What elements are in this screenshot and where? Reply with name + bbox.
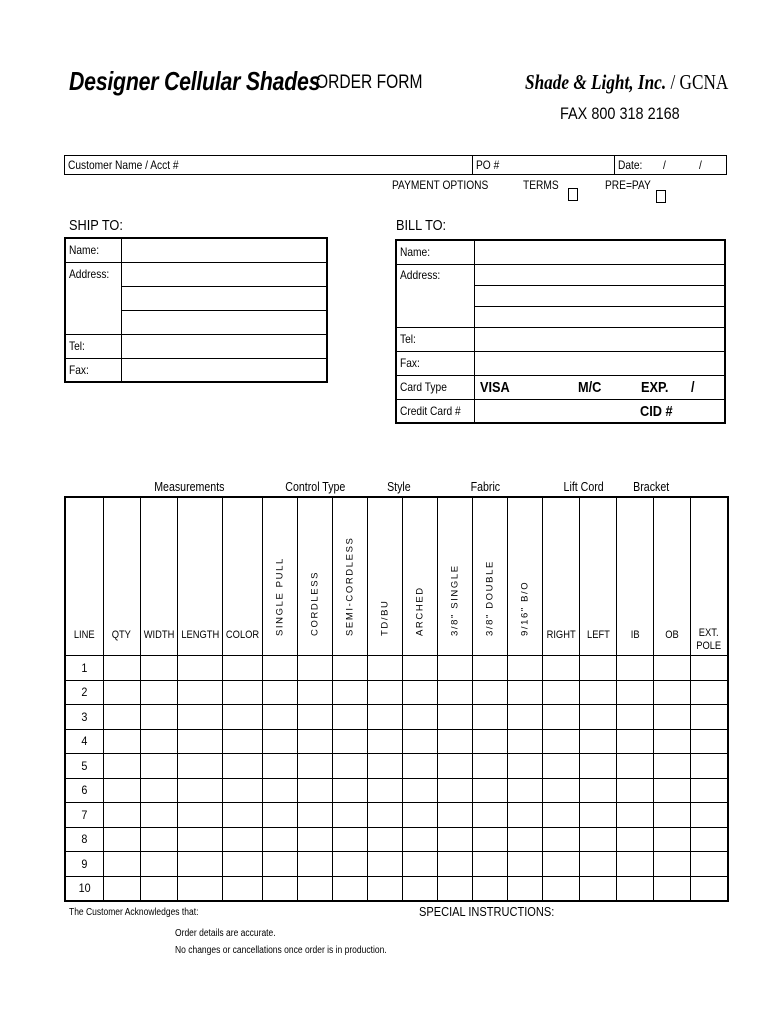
table-cell[interactable] [223,778,263,803]
ship-to-heading: SHIP TO: [69,217,123,234]
date-separator: / [663,158,666,172]
table-cell[interactable] [543,803,580,828]
exp-label: EXP. [641,378,669,396]
card-type-field[interactable] [475,375,725,399]
table-cell[interactable] [508,729,543,754]
table-row [65,680,728,705]
date-separator: / [699,158,702,172]
table-cell[interactable] [473,778,508,803]
table-cell[interactable] [438,656,473,681]
table-cell[interactable] [543,656,580,681]
prepay-label: PRE=PAY [605,178,651,192]
table-cell[interactable] [543,827,580,852]
exp-separator: / [691,378,695,396]
table-cell[interactable] [438,729,473,754]
table-cell[interactable] [691,656,728,681]
table-cell[interactable] [333,680,368,705]
table-cell[interactable] [508,754,543,779]
table-cell[interactable] [580,803,617,828]
credit-card-label: Credit Card # [396,399,475,423]
table-cell[interactable] [473,729,508,754]
table-cell[interactable] [617,680,654,705]
table-cell[interactable] [543,705,580,730]
table-cell[interactable] [333,729,368,754]
table-cell[interactable] [617,803,654,828]
col-arched: ARCHED [403,497,438,656]
col-ib: IB [617,497,654,656]
line-number: 6 [81,783,88,798]
table-cell[interactable] [298,705,333,730]
prepay-checkbox[interactable] [656,190,666,203]
table-cell[interactable] [263,705,298,730]
table-row [65,876,728,901]
table-row [65,705,728,730]
table-cell[interactable] [617,656,654,681]
table-cell[interactable] [617,754,654,779]
table-cell[interactable] [103,876,140,901]
table-cell[interactable] [368,680,403,705]
line-number-cell [65,778,103,803]
table-cell[interactable] [140,656,177,681]
table-cell[interactable] [298,729,333,754]
group-measurements: Measurements [154,480,225,494]
customer-name-label: Customer Name / Acct # [68,158,179,172]
table-cell[interactable] [580,827,617,852]
table-cell[interactable] [223,680,263,705]
table-cell[interactable] [223,656,263,681]
table-cell[interactable] [177,754,223,779]
bill-tel-field[interactable] [475,327,725,351]
table-cell[interactable] [654,778,691,803]
table-cell[interactable] [691,754,728,779]
table-cell[interactable] [438,754,473,779]
table-cell[interactable] [403,656,438,681]
table-cell[interactable] [140,729,177,754]
col-qty: QTY [103,497,140,656]
cid-label: CID # [640,402,673,420]
table-cell[interactable] [177,705,223,730]
line-number-cell [65,729,103,754]
table-cell[interactable] [333,778,368,803]
table-cell[interactable] [654,729,691,754]
table-cell[interactable] [473,705,508,730]
line-number: 2 [81,685,88,700]
ship-tel-label: Tel: [65,334,122,358]
table-cell[interactable] [368,852,403,877]
acknowledgement [69,907,221,918]
table-cell[interactable] [263,803,298,828]
line-number-cell [65,876,103,901]
line-number: 8 [81,832,88,847]
order-lines-table [64,496,729,902]
table-cell[interactable] [691,876,728,901]
table-cell[interactable] [223,705,263,730]
table-cell[interactable] [263,852,298,877]
table-cell[interactable] [654,827,691,852]
ship-address-field[interactable] [122,262,327,286]
table-cell[interactable] [438,778,473,803]
table-cell[interactable] [333,876,368,901]
table-cell[interactable] [654,876,691,901]
table-cell[interactable] [508,656,543,681]
table-cell[interactable] [263,680,298,705]
po-label: PO # [476,158,500,172]
table-cell[interactable] [508,680,543,705]
line-number: 3 [81,709,88,724]
table-cell[interactable] [368,876,403,901]
table-cell[interactable] [473,803,508,828]
table-cell[interactable] [580,729,617,754]
table-cell[interactable] [368,656,403,681]
table-cell[interactable] [438,680,473,705]
table-cell[interactable] [333,803,368,828]
ack-heading: The Customer Acknowledges that: [69,907,199,918]
table-cell[interactable] [617,778,654,803]
table-cell[interactable] [617,705,654,730]
table-header-row [65,497,728,656]
table-cell[interactable] [223,754,263,779]
table-cell[interactable] [223,803,263,828]
po-field[interactable] [473,156,615,174]
table-row [65,778,728,803]
bill-address-field[interactable] [475,285,725,306]
table-cell[interactable] [654,852,691,877]
table-cell[interactable] [654,754,691,779]
mc-option[interactable]: M/C [578,378,602,396]
terms-label: TERMS [523,178,559,192]
col-color: COLOR [223,497,263,656]
table-cell[interactable] [103,827,140,852]
table-cell[interactable] [140,803,177,828]
ship-address-field[interactable] [122,310,327,334]
table-cell[interactable] [543,852,580,877]
group-fabric: Fabric [470,480,501,494]
bill-address-field[interactable] [475,264,725,285]
fax-number: FAX 800 318 2168 [560,104,680,123]
customer-row [64,155,727,175]
col-bo-916: 9/16" B/O [508,497,543,656]
group-style: Style [387,480,411,494]
ship-fax-label: Fax: [65,358,122,382]
table-cell[interactable] [103,656,140,681]
table-row [65,656,728,681]
table-cell[interactable] [140,705,177,730]
table-cell[interactable] [103,680,140,705]
table-cell[interactable] [403,876,438,901]
line-number-cell [65,827,103,852]
visa-option[interactable]: VISA [480,378,511,396]
table-cell[interactable] [691,680,728,705]
company-name [525,70,728,95]
col-td-bu: TD/BU [368,497,403,656]
bill-name-field[interactable] [475,240,725,264]
table-cell[interactable] [298,754,333,779]
line-number-cell [65,656,103,681]
ship-tel-field[interactable] [122,334,327,358]
table-cell[interactable] [403,680,438,705]
table-cell[interactable] [617,729,654,754]
table-cell[interactable] [580,656,617,681]
date-field[interactable] [615,156,728,174]
table-cell[interactable] [263,656,298,681]
table-cell[interactable] [654,656,691,681]
table-cell[interactable] [580,705,617,730]
table-cell[interactable] [438,876,473,901]
credit-card-field[interactable] [475,399,725,423]
table-cell[interactable] [543,778,580,803]
table-cell[interactable] [103,803,140,828]
table-cell[interactable] [263,729,298,754]
ship-fax-field[interactable] [122,358,327,382]
table-cell[interactable] [438,827,473,852]
special-instructions-label: SPECIAL INSTRUCTIONS: [419,904,555,919]
table-cell[interactable] [691,705,728,730]
table-cell[interactable] [298,680,333,705]
bill-address-label: Address: [396,264,475,327]
table-cell[interactable] [298,656,333,681]
table-cell[interactable] [438,705,473,730]
table-cell[interactable] [691,729,728,754]
table-cell[interactable] [691,852,728,877]
line-number-cell [65,680,103,705]
table-cell[interactable] [177,827,223,852]
table-cell[interactable] [508,827,543,852]
table-cell[interactable] [691,778,728,803]
table-cell[interactable] [103,754,140,779]
table-cell[interactable] [543,876,580,901]
table-cell[interactable] [140,754,177,779]
ship-address-label: Address: [65,262,122,334]
table-cell[interactable] [403,827,438,852]
line-number-cell [65,705,103,730]
table-cell[interactable] [103,852,140,877]
table-cell[interactable] [140,827,177,852]
table-cell[interactable] [103,705,140,730]
table-cell[interactable] [691,827,728,852]
table-cell[interactable] [298,803,333,828]
table-cell[interactable] [368,778,403,803]
table-cell[interactable] [368,803,403,828]
table-cell[interactable] [580,852,617,877]
table-cell[interactable] [580,754,617,779]
table-cell[interactable] [263,876,298,901]
company-separator: / [670,70,676,94]
table-cell[interactable] [654,705,691,730]
table-cell[interactable] [403,754,438,779]
table-cell[interactable] [298,852,333,877]
bill-fax-label: Fax: [396,351,475,375]
table-cell[interactable] [508,803,543,828]
terms-checkbox[interactable] [568,188,578,201]
table-cell[interactable] [140,876,177,901]
company-suffix: GCNA [679,70,729,94]
table-cell[interactable] [177,680,223,705]
table-cell[interactable] [473,680,508,705]
table-cell[interactable] [177,656,223,681]
line-number: 7 [81,807,88,822]
table-cell[interactable] [140,852,177,877]
line-number: 4 [81,734,88,749]
table-cell[interactable] [223,729,263,754]
table-cell[interactable] [333,656,368,681]
col-right: RIGHT [543,497,580,656]
table-cell[interactable] [263,827,298,852]
table-cell[interactable] [333,827,368,852]
ack-item-1: Order details are accurate. [175,928,276,939]
table-cell[interactable] [177,778,223,803]
table-cell[interactable] [617,827,654,852]
table-cell[interactable] [543,729,580,754]
table-cell[interactable] [654,803,691,828]
table-cell[interactable] [333,754,368,779]
col-cordless: CORDLESS [298,497,333,656]
table-cell[interactable] [691,803,728,828]
table-cell[interactable] [508,778,543,803]
table-cell[interactable] [263,754,298,779]
bill-to-table [395,239,726,424]
table-cell[interactable] [140,778,177,803]
line-number-cell [65,803,103,828]
table-cell[interactable] [403,705,438,730]
table-cell[interactable] [654,680,691,705]
col-ob: OB [654,497,691,656]
table-cell[interactable] [543,680,580,705]
table-cell[interactable] [223,876,263,901]
table-cell[interactable] [403,729,438,754]
table-cell[interactable] [223,852,263,877]
line-number: 9 [81,856,88,871]
bill-address-field[interactable] [475,306,725,327]
bill-name-label: Name: [396,240,475,264]
table-cell[interactable] [177,729,223,754]
table-cell[interactable] [368,729,403,754]
table-cell[interactable] [368,705,403,730]
payment-options-label: PAYMENT OPTIONS [392,178,489,192]
table-cell[interactable] [403,803,438,828]
group-lift-cord: Lift Cord [563,480,604,494]
table-row [65,852,728,877]
table-cell[interactable] [223,827,263,852]
table-cell[interactable] [333,852,368,877]
table-row [65,754,728,779]
col-width: WIDTH [140,497,177,656]
col-ext-pole: EXT. POLE [691,497,728,656]
table-cell[interactable] [617,876,654,901]
table-cell[interactable] [177,852,223,877]
bill-to-heading: BILL TO: [396,217,447,234]
table-cell[interactable] [438,852,473,877]
table-row [65,827,728,852]
bill-tel-label: Tel: [396,327,475,351]
table-cell[interactable] [473,852,508,877]
line-number: 1 [81,660,88,675]
group-control-type: Control Type [285,480,346,494]
table-cell[interactable] [103,729,140,754]
col-semi-cordless: SEMI-CORDLESS [333,497,368,656]
bill-fax-field[interactable] [475,351,725,375]
table-cell[interactable] [508,705,543,730]
table-cell[interactable] [473,876,508,901]
table-cell[interactable] [403,778,438,803]
table-cell[interactable] [298,778,333,803]
table-cell[interactable] [580,876,617,901]
table-cell[interactable] [298,827,333,852]
col-double-38: 3/8" DOUBLE [473,497,508,656]
col-single-38: 3/8" SINGLE [438,497,473,656]
col-left: LEFT [580,497,617,656]
col-length: LENGTH [177,497,223,656]
line-number-cell [65,754,103,779]
table-cell[interactable] [473,754,508,779]
table-row [65,803,728,828]
table-cell[interactable] [508,876,543,901]
table-cell[interactable] [508,852,543,877]
ship-name-field[interactable] [122,238,327,262]
table-cell[interactable] [368,827,403,852]
table-row [65,729,728,754]
customer-name-field[interactable] [65,156,473,174]
table-cell[interactable] [438,803,473,828]
table-cell[interactable] [617,852,654,877]
table-cell[interactable] [103,778,140,803]
col-single-pull: SINGLE PULL [263,497,298,656]
table-cell[interactable] [473,656,508,681]
table-cell[interactable] [368,754,403,779]
table-cell[interactable] [298,876,333,901]
table-cell[interactable] [177,876,223,901]
card-type-label: Card Type [396,375,475,399]
table-cell[interactable] [140,680,177,705]
table-cell[interactable] [543,754,580,779]
table-cell[interactable] [333,705,368,730]
ship-to-table [64,237,328,383]
table-cell[interactable] [473,827,508,852]
date-label: Date: [618,158,643,172]
table-cell[interactable] [580,680,617,705]
table-cell[interactable] [403,852,438,877]
ship-name-label: Name: [65,238,122,262]
ack-item-2: No changes or cancellations once order is in production. [175,945,387,956]
company-label: Shade & Light, Inc. [525,70,667,94]
col-line: LINE [65,497,103,656]
group-bracket: Bracket [633,480,670,494]
ship-address-field[interactable] [122,286,327,310]
table-cell[interactable] [580,778,617,803]
form-title: Designer Cellular Shades [69,66,321,96]
line-number-cell [65,852,103,877]
table-cell[interactable] [177,803,223,828]
line-number: 5 [81,758,88,773]
line-number: 10 [78,881,91,895]
table-cell[interactable] [263,778,298,803]
form-name: ORDER FORM [316,72,423,93]
